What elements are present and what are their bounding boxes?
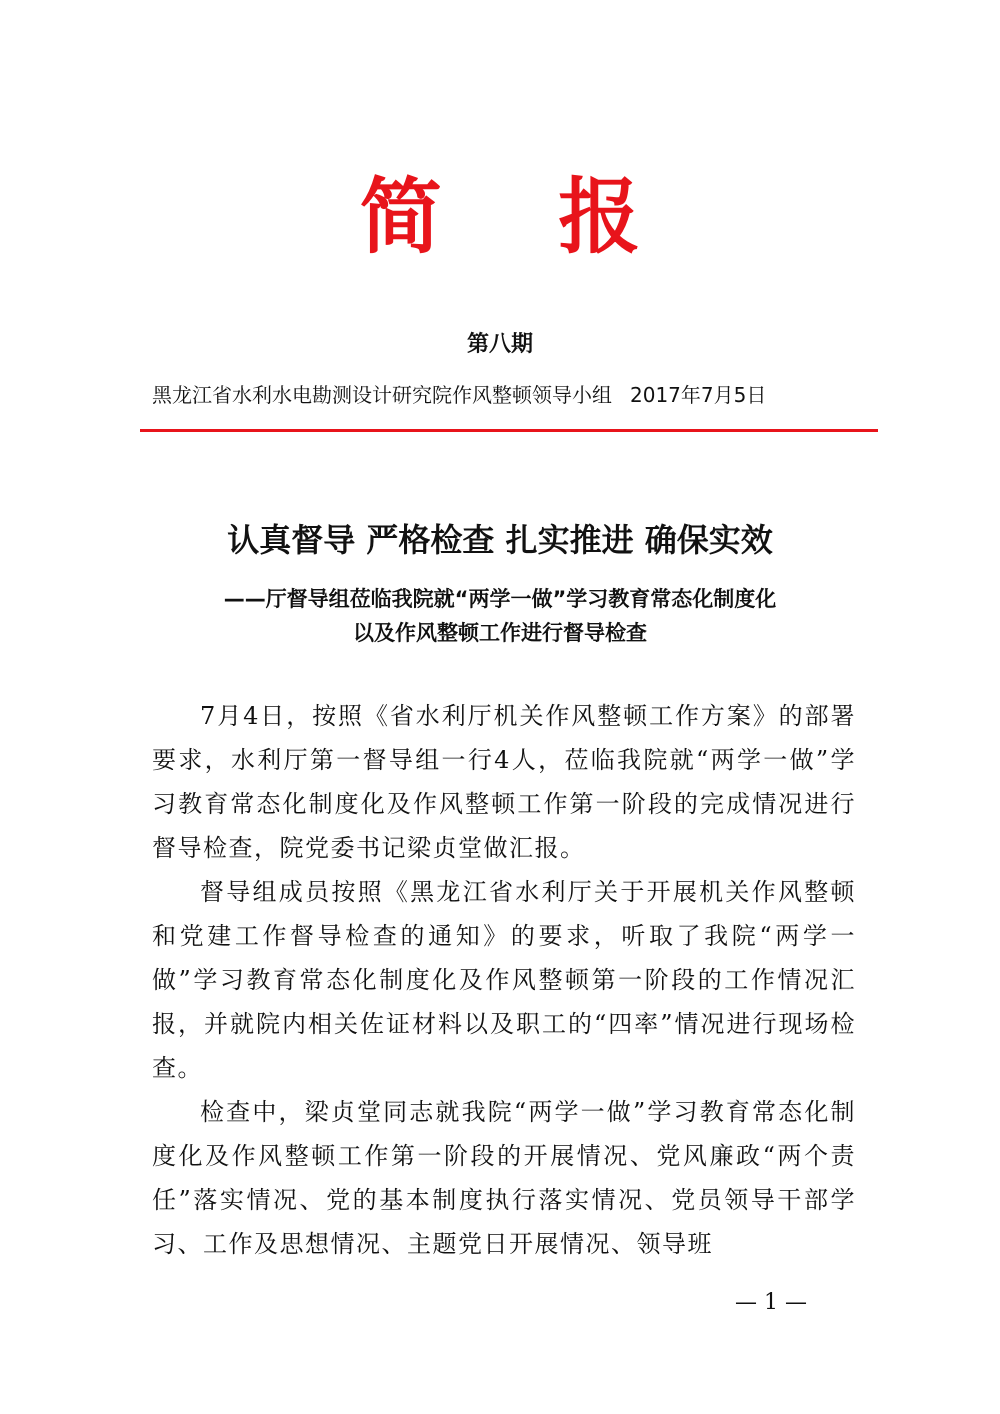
issuer-organization: 黑龙江省水利水电勘测设计研究院作风整顿领导小组 [152,383,612,407]
subheadline-line-2: 以及作风整顿工作进行督导检查 [353,621,647,645]
issue-date: 2017年7月5日 [630,383,767,407]
page-number: — 1 — [735,1290,807,1315]
article-headline: 认真督导 严格检查 扎实推进 确保实效 [227,521,773,559]
body-paragraph-1: 7月4日，按照《省水利厅机关作风整顿工作方案》的部署要求，水利厅第一督导组一行4人，莅临我院就“两学一做”学习教育常态化制度化及作风整顿工作第一阶段的完成情况进行督导检查，院党委书记梁贞堂做汇报。 [152,702,856,862]
masthead-title: 简 报 [359,170,685,265]
red-divider-line [140,429,878,432]
subheadline-line-1: ——厅督导组莅临我院就“两学一做”学习教育常态化制度化 [223,587,777,611]
issuer-line [152,378,872,412]
body-paragraph-3: 检查中，梁贞堂同志就我院“两学一做”学习教育常态化制度化及作风整顿工作第一阶段的开展情况、党风廉政“两个责任”落实情况、党的基本制度执行落实情况、党员领导干部学习、工作及思想情况、主题党日开展情况、领导班 [152,1098,856,1258]
issue-number: 第八期 [466,332,533,357]
body-paragraph-2: 督导组成员按照《黑龙江省水利厅关于开展机关作风整顿和党建工作督导检查的通知》的要求，听取了我院“两学一做”学习教育常态化制度化及作风整顿第一阶段的工作情况汇报，并就院内相关佐证材料以及职工的“四率”情况进行现场检查。 [152,878,856,1082]
article-body [152,694,856,1266]
article-subheadline [0,582,1000,650]
